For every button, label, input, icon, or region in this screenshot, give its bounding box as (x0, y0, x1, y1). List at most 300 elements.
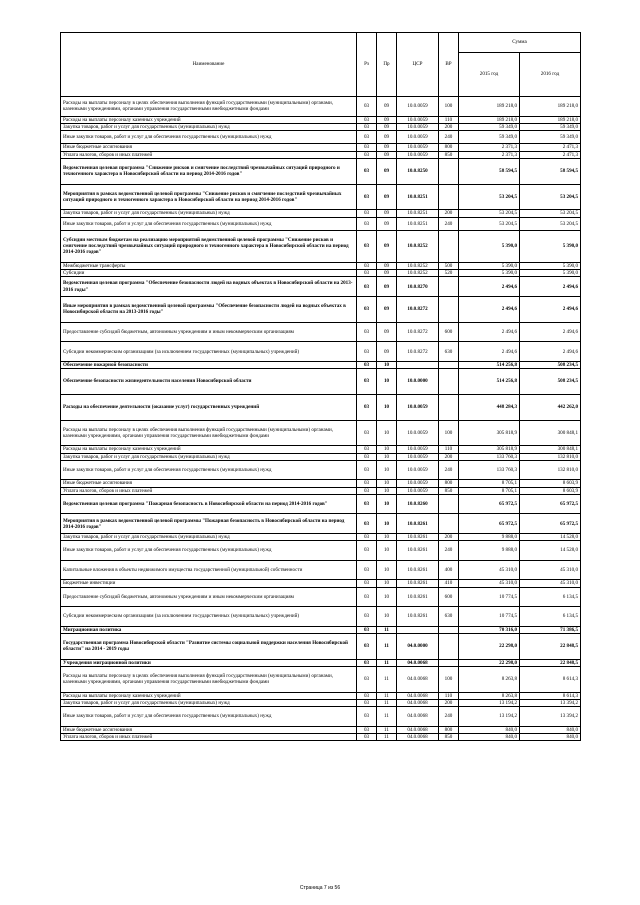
row-name: Иные закупки товаров, работ и услуг для обеспечения государственных (муниципальных) нужд (61, 217, 357, 230)
table-row (61, 230, 581, 262)
row-value-2016: 6 134,5 (520, 587, 581, 607)
row-name: Мероприятия в рамках ведомственной целевой программы "Пожарная безопасность в Новосибирской области на период 2014-2016 годов" (61, 514, 357, 534)
row-pr: 09 (377, 184, 397, 210)
row-value-2015: 53 204,5 (459, 184, 520, 210)
row-csr: 10.0.8251 (397, 184, 439, 210)
row-csr: 10.0.8252 (397, 262, 439, 269)
row-pr: 09 (377, 342, 397, 362)
row-pr: 09 (377, 116, 397, 123)
table-row (61, 494, 581, 514)
row-vr: 110 (439, 446, 459, 453)
row-value-2015: 9 888,0 (459, 533, 520, 540)
row-rz: 03 (357, 560, 377, 580)
row-vr: 630 (439, 607, 459, 627)
row-pr: 10 (377, 460, 397, 480)
row-vr (439, 369, 459, 395)
row-name: Закупка товаров, работ и услуг для государственных (муниципальных) нужд (61, 123, 357, 130)
row-vr: 850 (439, 733, 459, 740)
row-rz: 03 (357, 533, 377, 540)
table-row (61, 296, 581, 322)
row-pr: 09 (377, 322, 397, 342)
row-rz: 03 (357, 733, 377, 740)
row-rz: 03 (357, 420, 377, 446)
row-csr: 10.0.0000 (397, 369, 439, 395)
row-rz: 03 (357, 453, 377, 460)
row-pr: 09 (377, 97, 397, 117)
row-value-2016: 8 614,3 (520, 692, 581, 699)
row-name: Мероприятия в рамках ведомственной целевой программы "Снижение рисков и смягчение последствий чрезвычайных ситуаций природного и техногенного характера в Новосибирской области на период 2014-2016 годов" (61, 184, 357, 210)
row-pr: 10 (377, 580, 397, 587)
row-value-2015: 2 371,3 (459, 144, 520, 151)
row-vr: 200 (439, 123, 459, 130)
row-value-2016: 65 972,5 (520, 514, 581, 534)
row-csr: 10.0.0059 (397, 460, 439, 480)
row-value-2015: 514 256,8 (459, 369, 520, 395)
table-row (61, 480, 581, 487)
row-vr (439, 230, 459, 262)
row-csr: 10.0.8250 (397, 158, 439, 184)
row-value-2015: 2 371,3 (459, 151, 520, 158)
row-value-2015: 8 705,1 (459, 480, 520, 487)
row-pr: 09 (377, 130, 397, 143)
row-name: Закупка товаров, работ и услуг для государственных (муниципальных) нужд (61, 699, 357, 706)
table-row (61, 487, 581, 494)
row-value-2015: 840,0 (459, 733, 520, 740)
row-rz: 03 (357, 580, 377, 587)
row-rz: 03 (357, 626, 377, 633)
row-value-2015: 59 349,0 (459, 130, 520, 143)
row-csr: 10.0.8252 (397, 230, 439, 262)
row-value-2015: 5 390,0 (459, 230, 520, 262)
row-name: Закупка товаров, работ и услуг для государственных (муниципальных) нужд (61, 453, 357, 460)
row-vr (439, 394, 459, 420)
row-rz: 03 (357, 322, 377, 342)
row-csr: 10.0.8270 (397, 277, 439, 297)
table-row (61, 446, 581, 453)
row-value-2015: 8 263,8 (459, 692, 520, 699)
table-body (61, 97, 581, 741)
row-pr: 11 (377, 692, 397, 699)
row-value-2015: 70 316,0 (459, 626, 520, 633)
row-pr: 11 (377, 699, 397, 706)
row-name: Иные закупки товаров, работ и услуг для обеспечения государственных (муниципальных) нужд (61, 707, 357, 727)
row-value-2016: 442 262,0 (520, 394, 581, 420)
table-row (61, 184, 581, 210)
table-row (61, 514, 581, 534)
row-value-2016: 840,0 (520, 726, 581, 733)
table-row (61, 560, 581, 580)
row-pr: 11 (377, 707, 397, 727)
row-name: Расходы на выплаты персоналу в целях обеспечения выполнения функций государственными (муниципальными) органами, казенными учреждениями, органами управления государственными внебюджетными фондами (61, 666, 357, 692)
row-value-2015: 65 972,5 (459, 514, 520, 534)
row-rz: 03 (357, 296, 377, 322)
row-value-2016: 53 204,5 (520, 184, 581, 210)
row-name: Иные мероприятия в рамках ведомственной целевой программы "Обеспечение безопасности людей на водных объектах в Новосибирской области на 2013-2016 годы" (61, 296, 357, 322)
row-csr: 10.0.8261 (397, 533, 439, 540)
row-value-2016: 8 603,9 (520, 480, 581, 487)
row-rz: 03 (357, 270, 377, 277)
row-value-2015: 5 390,0 (459, 270, 520, 277)
row-vr: 200 (439, 533, 459, 540)
row-csr: 10.0.0059 (397, 453, 439, 460)
row-name: Иные закупки товаров, работ и услуг для обеспечения государственных (муниципальных) нужд (61, 460, 357, 480)
row-rz: 03 (357, 692, 377, 699)
row-pr: 10 (377, 541, 397, 561)
row-csr: 10.0.8261 (397, 514, 439, 534)
row-csr: 04.0.0068 (397, 659, 439, 666)
row-vr: 850 (439, 151, 459, 158)
row-value-2015: 305 818,9 (459, 420, 520, 446)
row-value-2015: 189 218,0 (459, 97, 520, 117)
row-rz: 03 (357, 97, 377, 117)
row-vr: 110 (439, 692, 459, 699)
row-value-2016: 14 528,0 (520, 533, 581, 540)
row-rz: 03 (357, 541, 377, 561)
row-csr: 10.0.8251 (397, 210, 439, 217)
row-value-2015: 133 760,3 (459, 460, 520, 480)
row-value-2016: 2 471,3 (520, 151, 581, 158)
row-name: Расходы на выплаты персоналу казенных учреждений (61, 116, 357, 123)
page-number: Страница 7 из 56 (299, 885, 341, 891)
row-rz: 03 (357, 494, 377, 514)
table-row (61, 666, 581, 692)
row-vr: 110 (439, 116, 459, 123)
row-csr: 04.0.0068 (397, 726, 439, 733)
row-name: Ведомственная целевая программа "Снижение рисков и смягчение последствий чрезвычайных ситуаций природного и техногенного характера в Новосибирской области на период 2014-2016 годов" (61, 158, 357, 184)
row-csr: 10.0.8261 (397, 541, 439, 561)
row-name: Обеспечение безопасности жизнедеятельности населения Новосибирской области (61, 369, 357, 395)
row-name: Бюджетные инвестиции (61, 580, 357, 587)
row-csr: 10.0.0059 (397, 394, 439, 420)
table-row (61, 130, 581, 143)
row-csr: 04.0.0068 (397, 692, 439, 699)
row-name: Обеспечение пожарной безопасности (61, 361, 357, 368)
row-csr: 10.0.0059 (397, 97, 439, 117)
row-rz: 03 (357, 587, 377, 607)
row-rz: 03 (357, 123, 377, 130)
row-csr (397, 626, 439, 633)
table-row (61, 726, 581, 733)
row-value-2016: 2 494,6 (520, 342, 581, 362)
row-value-2015: 5 390,0 (459, 262, 520, 269)
row-name: Капитальные вложения в объекты недвижимого имущества государственной (муниципальной) собственности (61, 560, 357, 580)
budget-table-container (60, 32, 580, 741)
row-value-2016: 59 349,0 (520, 123, 581, 130)
row-value-2015: 45 310,0 (459, 560, 520, 580)
row-value-2015: 59 349,0 (459, 123, 520, 130)
row-vr (439, 361, 459, 368)
row-pr: 11 (377, 726, 397, 733)
table-row (61, 322, 581, 342)
table-row (61, 270, 581, 277)
row-value-2016: 300 848,1 (520, 420, 581, 446)
row-value-2016: 71 386,5 (520, 626, 581, 633)
row-value-2015: 22 298,0 (459, 633, 520, 659)
row-name: Иные закупки товаров, работ и услуг для обеспечения государственных (муниципальных) нужд (61, 541, 357, 561)
row-csr: 04.0.0068 (397, 707, 439, 727)
row-value-2016: 508 234,5 (520, 361, 581, 368)
row-rz: 03 (357, 361, 377, 368)
row-name: Миграционная политика (61, 626, 357, 633)
row-pr: 09 (377, 123, 397, 130)
table-row (61, 210, 581, 217)
row-pr: 10 (377, 533, 397, 540)
row-csr: 10.0.8272 (397, 296, 439, 322)
table-row (61, 158, 581, 184)
row-pr: 10 (377, 494, 397, 514)
row-name: Уплата налогов, сборов и иных платежей (61, 733, 357, 740)
row-rz: 03 (357, 446, 377, 453)
row-pr: 10 (377, 560, 397, 580)
row-csr: 04.0.0068 (397, 666, 439, 692)
row-vr: 100 (439, 420, 459, 446)
row-vr: 200 (439, 453, 459, 460)
row-value-2016: 5 390,0 (520, 262, 581, 269)
row-value-2016: 53 204,5 (520, 210, 581, 217)
row-pr: 10 (377, 369, 397, 395)
row-rz: 03 (357, 230, 377, 262)
row-csr: 10.0.8252 (397, 270, 439, 277)
row-pr: 09 (377, 144, 397, 151)
row-csr: 10.0.0059 (397, 116, 439, 123)
row-name: Субсидии местным бюджетам на реализацию мероприятий ведомственной целевой программы "Снижение рисков и смягчение последствий чрезвычайных ситуаций природного и техногенного характера в Новосибирской области на период 2014-2016 годов" (61, 230, 357, 262)
row-rz: 03 (357, 262, 377, 269)
row-name: Уплата налогов, сборов и иных платежей (61, 487, 357, 494)
row-name: Субсидии некоммерческим организациям (за исключением государственных (муниципальных) учреждений) (61, 342, 357, 362)
row-value-2016: 5 390,0 (520, 230, 581, 262)
row-value-2016: 8 603,9 (520, 487, 581, 494)
row-vr: 200 (439, 699, 459, 706)
table-row (61, 533, 581, 540)
row-name: Ведомственная целевая программа "Пожарная безопасность в Новосибирской области на период 2014-2016 годов" (61, 494, 357, 514)
row-csr: 04.0.0068 (397, 733, 439, 740)
row-vr (439, 296, 459, 322)
row-pr: 09 (377, 210, 397, 217)
row-csr: 10.0.0059 (397, 130, 439, 143)
table-row (61, 659, 581, 666)
row-pr: 09 (377, 270, 397, 277)
row-vr: 240 (439, 460, 459, 480)
row-csr: 10.0.0059 (397, 487, 439, 494)
row-csr: 04.0.0000 (397, 633, 439, 659)
row-value-2016: 13 394,2 (520, 707, 581, 727)
row-vr: 500 (439, 262, 459, 269)
row-vr (439, 514, 459, 534)
row-pr: 11 (377, 733, 397, 740)
col-header-name: Наименование (61, 33, 357, 97)
row-pr: 10 (377, 480, 397, 487)
row-vr (439, 659, 459, 666)
row-vr: 400 (439, 560, 459, 580)
row-name: Иные закупки товаров, работ и услуг для обеспечения государственных (муниципальных) нужд (61, 130, 357, 143)
row-pr: 11 (377, 633, 397, 659)
row-pr: 11 (377, 659, 397, 666)
col-header-2015: 2015 год (459, 53, 520, 97)
row-csr: 04.0.0068 (397, 699, 439, 706)
row-pr: 09 (377, 262, 397, 269)
row-csr: 10.0.8261 (397, 560, 439, 580)
row-vr (439, 626, 459, 633)
row-pr: 10 (377, 453, 397, 460)
row-value-2016: 22 848,5 (520, 659, 581, 666)
row-rz: 03 (357, 158, 377, 184)
row-value-2015: 53 204,5 (459, 217, 520, 230)
row-value-2015: 58 594,5 (459, 158, 520, 184)
row-csr: 10.0.0059 (397, 123, 439, 130)
row-value-2015: 10 774,5 (459, 587, 520, 607)
row-rz: 03 (357, 144, 377, 151)
row-value-2015: 13 194,2 (459, 699, 520, 706)
row-vr: 520 (439, 270, 459, 277)
row-value-2015: 840,0 (459, 726, 520, 733)
row-value-2015: 8 705,1 (459, 487, 520, 494)
row-value-2015: 13 194,2 (459, 707, 520, 727)
row-pr: 10 (377, 514, 397, 534)
row-rz: 03 (357, 116, 377, 123)
row-vr: 800 (439, 726, 459, 733)
row-rz: 03 (357, 210, 377, 217)
table-row (61, 692, 581, 699)
row-rz: 03 (357, 394, 377, 420)
row-value-2015: 45 310,0 (459, 580, 520, 587)
row-pr: 09 (377, 230, 397, 262)
row-vr: 240 (439, 541, 459, 561)
row-rz: 03 (357, 666, 377, 692)
row-value-2015: 2 494,6 (459, 342, 520, 362)
row-pr: 10 (377, 446, 397, 453)
row-name: Расходы на обеспечение деятельности (оказание услуг) государственных учреждений (61, 394, 357, 420)
col-header-pr: Пр (377, 33, 397, 97)
row-vr: 410 (439, 580, 459, 587)
row-name: Расходы на выплаты персоналу казенных учреждений (61, 446, 357, 453)
row-pr: 09 (377, 217, 397, 230)
row-rz: 03 (357, 514, 377, 534)
table-row (61, 144, 581, 151)
row-pr: 11 (377, 626, 397, 633)
row-vr: 600 (439, 322, 459, 342)
budget-table (60, 32, 581, 741)
row-value-2016: 2 471,3 (520, 144, 581, 151)
row-name: Межбюджетные трансферты (61, 262, 357, 269)
row-value-2015: 2 494,6 (459, 277, 520, 297)
row-value-2015: 189 218,0 (459, 116, 520, 123)
col-header-csr: ЦСР (397, 33, 439, 97)
row-value-2016: 45 310,0 (520, 560, 581, 580)
row-value-2015: 8 263,8 (459, 666, 520, 692)
row-value-2016: 189 218,0 (520, 97, 581, 117)
row-pr: 09 (377, 151, 397, 158)
table-row (61, 97, 581, 117)
row-pr: 10 (377, 587, 397, 607)
row-vr (439, 494, 459, 514)
row-csr: 10.0.0059 (397, 446, 439, 453)
row-value-2015: 448 284,3 (459, 394, 520, 420)
row-vr: 200 (439, 210, 459, 217)
row-name: Расходы на выплаты персоналу в целях обеспечения выполнения функций государственными (муниципальными) органами, казенными учреждениями, органами управления государственными внебюджетными фондами (61, 420, 357, 446)
col-header-2016: 2016 год (520, 53, 581, 97)
row-rz: 03 (357, 659, 377, 666)
table-row (61, 420, 581, 446)
row-name: Иные бюджетные ассигнования (61, 480, 357, 487)
row-rz: 03 (357, 342, 377, 362)
table-row (61, 541, 581, 561)
row-value-2016: 5 390,0 (520, 270, 581, 277)
row-pr: 10 (377, 420, 397, 446)
row-vr (439, 633, 459, 659)
table-row (61, 587, 581, 607)
table-row (61, 262, 581, 269)
row-vr (439, 158, 459, 184)
row-name: Государственная программа Новосибирской области "Развитие системы социальной поддержки населения Новосибирской области" на 2014 - 2019 годы (61, 633, 357, 659)
row-value-2016: 2 494,6 (520, 322, 581, 342)
row-csr: 10.0.8261 (397, 587, 439, 607)
row-value-2016: 58 594,5 (520, 158, 581, 184)
row-csr: 10.0.0059 (397, 151, 439, 158)
row-rz: 03 (357, 277, 377, 297)
row-csr: 10.0.8261 (397, 607, 439, 627)
row-name: Субсидии (61, 270, 357, 277)
row-vr: 630 (439, 342, 459, 362)
row-csr: 10.0.8251 (397, 217, 439, 230)
row-csr: 10.0.0059 (397, 144, 439, 151)
row-name: Иные бюджетные ассигнования (61, 726, 357, 733)
row-csr: 10.0.8261 (397, 580, 439, 587)
row-value-2016: 189 218,0 (520, 116, 581, 123)
table-row (61, 633, 581, 659)
table-row (61, 277, 581, 297)
row-value-2016: 22 848,5 (520, 633, 581, 659)
row-csr: 10.0.0059 (397, 420, 439, 446)
row-vr: 100 (439, 666, 459, 692)
table-row (61, 123, 581, 130)
table-row (61, 453, 581, 460)
row-vr: 240 (439, 130, 459, 143)
row-value-2015: 305 818,9 (459, 446, 520, 453)
row-vr (439, 184, 459, 210)
row-value-2015: 65 972,5 (459, 494, 520, 514)
table-row (61, 369, 581, 395)
row-pr: 09 (377, 296, 397, 322)
row-rz: 03 (357, 217, 377, 230)
table-row (61, 580, 581, 587)
row-name: Иные бюджетные ассигнования (61, 144, 357, 151)
row-name: Расходы на выплаты персоналу в целях обеспечения выполнения функций государственными (муниципальными) органами, казенными учреждениями, органами управления государственными внебюджетными фондами (61, 97, 357, 117)
row-value-2016: 300 848,1 (520, 446, 581, 453)
table-row (61, 217, 581, 230)
table-row (61, 733, 581, 740)
row-vr (439, 277, 459, 297)
row-name: Закупка товаров, работ и услуг для государственных (муниципальных) нужд (61, 210, 357, 217)
col-header-rz: Рз (357, 33, 377, 97)
row-value-2015: 53 204,5 (459, 210, 520, 217)
row-value-2016: 53 204,5 (520, 217, 581, 230)
row-pr: 10 (377, 361, 397, 368)
row-rz: 03 (357, 633, 377, 659)
row-name: Закупка товаров, работ и услуг для государственных (муниципальных) нужд (61, 533, 357, 540)
table-row (61, 394, 581, 420)
row-value-2016: 2 494,6 (520, 277, 581, 297)
row-rz: 03 (357, 607, 377, 627)
row-csr (397, 361, 439, 368)
row-rz: 03 (357, 707, 377, 727)
row-value-2016: 65 972,5 (520, 494, 581, 514)
row-value-2016: 840,0 (520, 733, 581, 740)
row-pr: 10 (377, 487, 397, 494)
row-vr: 800 (439, 144, 459, 151)
row-csr: 10.0.0059 (397, 480, 439, 487)
row-name: Расходы на выплаты персоналу казенных учреждений (61, 692, 357, 699)
row-value-2016: 2 494,6 (520, 296, 581, 322)
